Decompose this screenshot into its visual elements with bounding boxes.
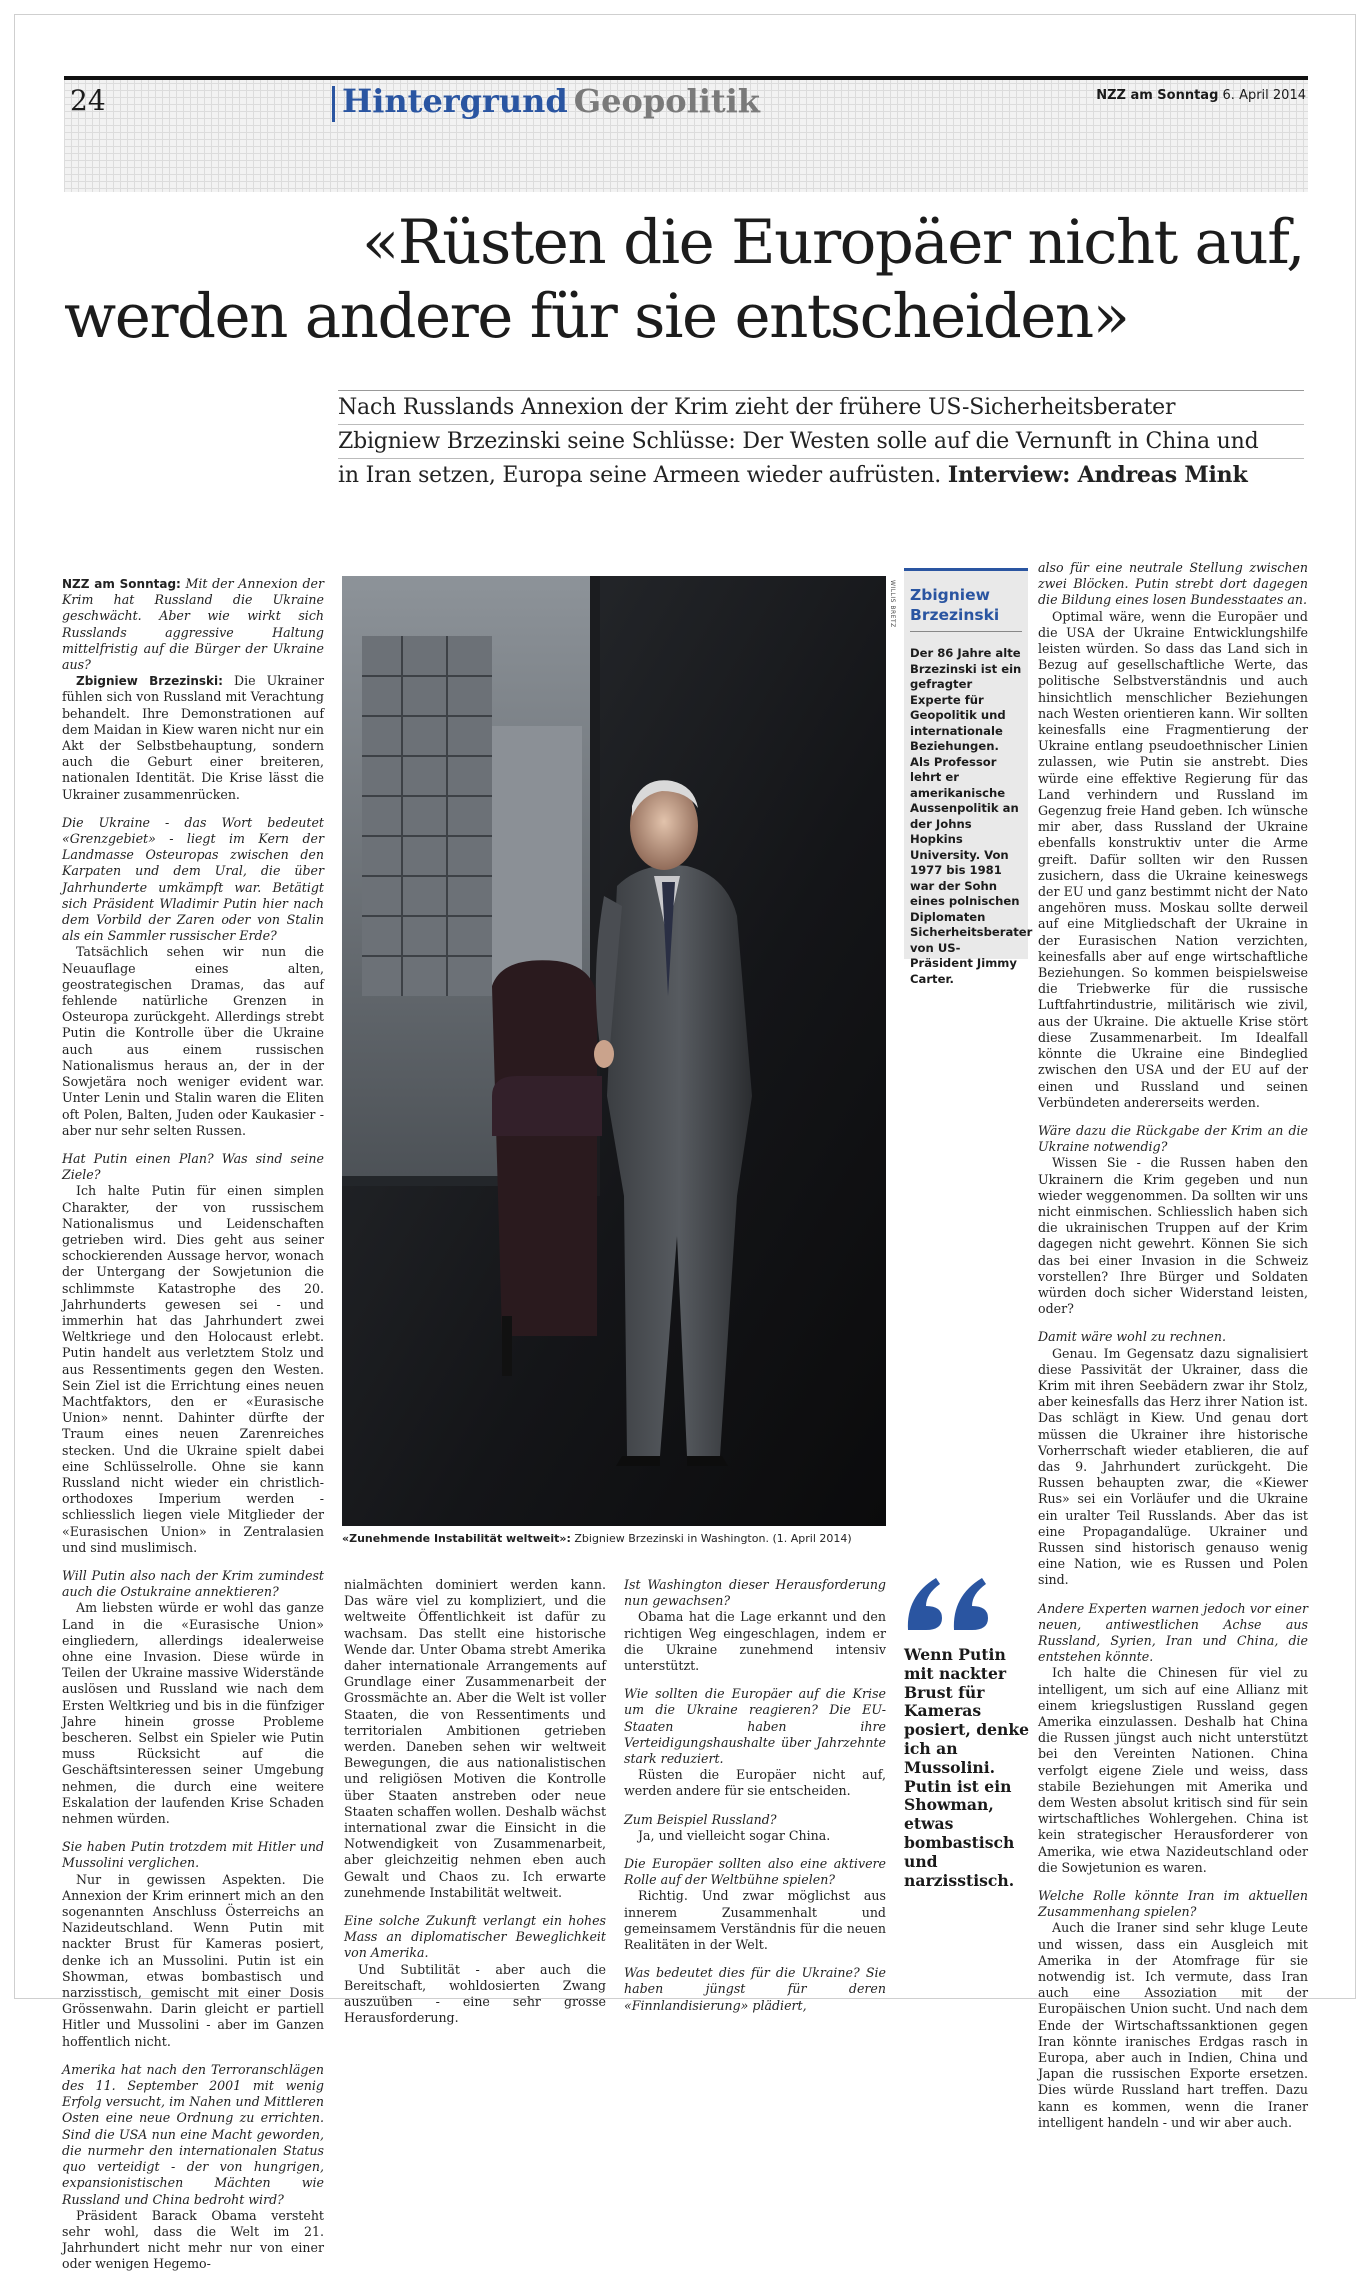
bio-text: Der 86 Jahre alte Brzezinski ist ein gefragter Experte für Geopolitik und internationale Beziehungen. Als Professor lehrt er amerikanische Aussenpolitik an der Johns Hopkins University. Von 1977 bis 1981 war der Sohn eines polnischen Diplomaten Sicherheitsberater von US-Präsident Jimmy Carter. [910, 646, 1033, 986]
section-title [342, 82, 760, 120]
answer: Rüsten die Europäer nicht auf, werden andere für sie entscheiden. [624, 1767, 886, 1799]
answer: Tatsächlich sehen wir nun die Neuauflage eines alten, geostrategischen Dramas, das auf fehlende natürliche Grenzen in Osteuropa zurückgeht. Allerdings strebt Putin die Kontrolle über die Ukraine auch aus einem russischen Nationalismus heraus an, der in der Sowjetära noch weniger evident war. Unter Lenin und Stalin waren die Eliten oft Polen, Balten, Juden oder Kaukasier - aber nur sehr selten Russen. [62, 944, 324, 1138]
dek-line-3-text: in Iran setzen, Europa seine Armeen wieder aufrüsten. [338, 463, 942, 488]
answer: Richtig. Und zwar möglichst aus innerem Zusammenhalt und gemeinsamem Verständnis für die neuen Realitäten in der Welt. [624, 1888, 886, 1953]
answer: Auch die Iraner sind sehr kluge Leute und wissen, dass ein Ausgleich mit Amerika in der Atomfrage für sie notwendig ist. Ich vermute, dass Iran auch eine Assoziation mit der Europäischen Union sucht. Und nach dem Ende der Wirtschaftssanktionen gegen Iran könnte iranisches Erdgas rasch in Europa, aber auch in Indien, China und Japan die russischen Exporte ersetzen. Dies würde Russland hart treffen. Dazu kann es kommen, wenn die Iraner intelligent handeln - und wir aber auch. [1038, 1920, 1308, 2130]
answer: Ja, und vielleicht sogar China. [638, 1827, 831, 1843]
quote-mark-icon [904, 1576, 994, 1632]
question: Wie sollten die Europäer auf die Krise um die Ukraine reagieren? Die EU-Staaten haben ihre Verteidigungshaushalte über Jahrzehnte stark reduziert. [624, 1686, 886, 1767]
qa-block [62, 576, 324, 803]
byline: Interview: Andreas Mink [947, 462, 1248, 488]
speaker-label: Zbigniew Brzezinski: [76, 674, 223, 689]
question: Die Europäer sollten also eine aktivere Rolle auf der Weltbühne spielen? [624, 1856, 886, 1888]
subsection-name: Geopolitik [573, 82, 760, 120]
question: Ist Washington dieser Herausforderung nun gewachsen? [624, 1577, 886, 1609]
article-column-2 [344, 1577, 606, 2038]
photo-credit-text: WILLIS BRETZ [889, 580, 896, 628]
bio-box [904, 568, 1033, 986]
issue-date: 6. April 2014 [1222, 88, 1306, 103]
question: also für eine neutrale Stellung zwischen zwei Blöcken. Putin strebt dort dagegen die Bildung eines losen Bundesstaates an. [1038, 560, 1308, 608]
answer: Obama hat die Lage erkannt und den richtigen Weg eingeschlagen, indem er die Ukraine zunehmend intensiv unterstützt. [624, 1609, 886, 1674]
dek-line-2: Zbigniew Brzezinski seine Schlüsse: Der Westen solle auf die Vernunft in China und [338, 425, 1304, 459]
answer: nialmächten dominiert werden kann. Das wäre viel zu kompliziert, und die weltweite Öffentlichkeit ist dafür zu wachsam. Das stellt eine historische Wende dar. Unter Obama strebt Amerika daher internationale Arrangements auf Grundlage einer Zusammenarbeit der Grossmächte an. Aber die Welt ist voller Staaten, die von Ressentiments und territorialen Ambitionen getrieben werden. Daneben sehen wir weltweit Bewegungen, die aus nationalistischen und religiösen Motiven die Kontrolle über Staaten anstreben oder neue Staaten schaffen wollen. Deshalb wächst international zwar die Einsicht in die Notwendigkeit von Zusammenarbeit, aber gleichzeitig nehmen eben auch Gewalt und Chaos zu. Ich erwarte zunehmende Instabilität weltweit. [344, 1577, 606, 1900]
headline-line-1: «Rüsten die Europäer nicht auf, [361, 207, 1304, 278]
qa-block [624, 1856, 886, 1953]
headline-line-2: werden andere für sie entscheiden» [64, 281, 1129, 352]
qa-block [62, 1568, 324, 1827]
qa-block [624, 1812, 886, 1844]
pull-quote [904, 1576, 1036, 1890]
question: Will Putin also nach der Krim zumindest auch die Ostukraine annektieren? [62, 1567, 324, 1600]
speaker-label: NZZ am Sonntag: [62, 577, 181, 591]
answer: Präsident Barack Obama versteht sehr wohl, dass die Welt im 21. Jahrhundert nicht mehr nur von einer oder wenigen Hegemo- [62, 2207, 324, 2272]
section-bar [332, 86, 335, 122]
answer: Ich halte Putin für einen simplen Charakter, der von russischem Nationalismus und Leidenschaften getrieben wird. Dies geht aus seiner schockierenden Aussage hervor, wonach der Untergang der Sowjetunion die schlimmste Katastrophe des 20. Jahrhunderts gewesen sei - und immerhin hat das Jahrhundert zwei Weltkriege und den Holocaust erlebt. Putin handelt aus verletztem Stolz und aus Ressentiments gegen den Westen. Sein Ziel ist die Errichtung eines neuen Machtfaktors, den er «Eurasische Union» nennt. Dahinter dürfte der Traum eines neuen Zarenreiches stecken. Und die Ukraine spielt dabei eine Schlüsselrolle. Ohne sie kann Russland nicht wieder ein christlich-orthodoxes Imperium werden - schliesslich liegen viele Mitglieder der «Eurasischen Union» in Zentralasien und sind muslimisch. [62, 1183, 324, 1555]
pull-quote-text: Wenn Putin mit nackter Brust für Kameras posiert, denke ich an Mussolini. Putin ist ein Showman, etwas bombastisch und narzisstisch. [904, 1645, 1030, 1890]
answer [62, 673, 324, 803]
answer: Und Subtilität - aber auch die Bereitschaft, wohldosierten Zwang auszuüben - eine sehr grosse Herausforderung. [344, 1961, 606, 2026]
lead-paragraph [338, 390, 1304, 492]
answer: Optimal wäre, wenn die Europäer und die USA der Ukraine Entwicklungshilfe leisten würden. So dass das Land sich in Bezug auf gesellschaftliche Werte, das politische Selbstverständnis und auch hinsichtlich menschlicher Beziehungen nach Westen orientieren kann. Wir sollten keinesfalls eine Fragmentierung der Ukraine entlang pseudoethnischer Linien zulassen, wie Putin sie anstrebt. Dies würde eine effektive Regierung für das Land verhindern und Russland im Gegenzug freie Hand geben. Ich wünsche mir aber, dass Russland der Ukraine ebenfalls konstruktiv unter die Arme greift. Dafür sollten wir den Russen zusichern, dass die Ukraine keineswegs der EU und ganz bestimmt nicht der Nato angehören muss. Moskau sollte derweil auf eine Mitgliedschaft der Ukraine in der Eurasischen Nation verzichten, keinesfalls aber auf enge wirtschaftliche Beziehungen. So kommen beispielsweise die Triebwerke für die russische Luftfahrtindustrie, militärisch wie zivil, aus der Ukraine. Die aktuelle Krise stört diese Zusammenarbeit. Im Idealfall könnte die Ukraine eine Bindeglied zwischen den USA und der EU auf der einen und Russland und seinen Verbündeten andererseits werden. [1038, 608, 1308, 1110]
qa-block [1038, 1329, 1308, 1588]
headline [64, 206, 1304, 354]
article-column-3 [624, 1577, 886, 2026]
qa-block [1038, 560, 1308, 1111]
qa-block [1038, 1123, 1308, 1317]
page-header [64, 76, 1308, 192]
question: Eine solche Zukunft verlangt ein hohes Mass an diplomatischer Beweglichkeit von Amerika. [344, 1913, 606, 1961]
publication-date [1096, 88, 1306, 103]
bio-name: Zbigniew Brzezinski [910, 571, 1022, 632]
caption-text: Zbigniew Brzezinski in Washington. (1. April 2014) [574, 1532, 852, 1545]
question: Andere Experten warnen jedoch vor einer neuen, antiwestlichen Achse aus Russland, Syrien, Iran und China, die entstehen könnte. [1038, 1600, 1308, 1665]
question: Zum Beispiel Russland? [624, 1811, 777, 1827]
answer-text: Die Ukrainer fühlen sich von Russland mit Verachtung behandelt. Ihre Demonstrationen auf dem Maidan in Kiew waren nicht nur ein Akt der Selbstbehauptung, sondern auch die Geburt einer breiteren, nationalen Identität. Die Krise lässt die Ukrainer zusammenrücken. [62, 673, 324, 802]
qa-block [624, 1686, 886, 1799]
photo-credit [884, 580, 896, 640]
section-name: Hintergrund [342, 82, 568, 120]
portrait-photo [342, 576, 886, 1526]
qa-block [624, 1577, 886, 1674]
qa-block [62, 815, 324, 1139]
question: Sie haben Putin trotzdem mit Hitler und Mussolini verglichen. [62, 1839, 324, 1871]
page-number: 24 [70, 84, 106, 117]
question: Was bedeutet dies für die Ukraine? Sie haben jüngst für deren «Finnlandisierung» plädiert, [624, 1965, 886, 2013]
question [62, 576, 324, 673]
question: Welche Rolle könnte Iran im aktuellen Zusammenhang spielen? [1038, 1888, 1308, 1920]
qa-block [344, 1913, 606, 2026]
answer: Ich halte die Chinesen für viel zu intelligent, um sich auf eine Allianz mit einem kriegslustigen Russland gegen Amerika einzulassen. Deshalb hat China die Russen jüngst auch nicht unterstützt bei den Vereinten Nationen. China verfolgt eigene Ziele und weiss, dass stabile Beziehungen mit Amerika und dem Westen absolut kritisch sind für sein wirtschaftliches Wohlergehen. China ist kein strategischer Herausforderer von Amerika, wie etwa Nazideutschland oder die Sowjetunion es waren. [1038, 1665, 1308, 1875]
qa-block [1038, 1888, 1308, 2131]
article-column-4 [1038, 560, 1308, 2143]
caption-bold: «Zunehmende Instabilität weltweit»: [342, 1532, 571, 1545]
publication-name: NZZ am Sonntag [1096, 88, 1219, 103]
dek-line-3 [338, 459, 1304, 492]
qa-block [1038, 1601, 1308, 1876]
question: Amerika hat nach den Terroranschlägen des 11. September 2001 mit wenig Erfolg versucht, im Nahen und Mittleren Osten eine neue Ordnung zu errichten. Sind die USA nun eine Macht geworden, die nurmehr den internationalen Status quo verteidigt - der von hungrigen, expansionistischen Mächten wie Russland und China bedroht wird? [62, 2061, 324, 2207]
qa-block [62, 2062, 324, 2273]
qa-block [624, 1965, 886, 2014]
header-rule [64, 76, 1308, 80]
question: Wäre dazu die Rückgabe der Krim an die Ukraine notwendig? [1038, 1122, 1308, 1155]
answer: Wissen Sie - die Russen haben den Ukrainern die Krim gegeben und nun wieder weggenommen. Da sollten wir uns nicht einmischen. Schliesslich haben sich die ukrainischen Truppen auf der Krim dagegen nicht gewehrt. Können Sie sich das bei einer Invasion in die Schweiz vorstellen? Ihre Bürger und Soldaten würden doch sicher Widerstand leisten, oder? [1038, 1155, 1308, 1317]
question: Die Ukraine - das Wort bedeutet «Grenzgebiet» - liegt im Kern der Landmasse Osteuropas zwischen den Karpaten und dem Ural, die über Jahrhunderte umkämpft war. Betätigt sich Präsident Wladimir Putin hier nach dem Vorbild der Zaren oder von Stalin als ein Sammler russischer Erde? [62, 814, 324, 944]
portrait-illustration [342, 576, 886, 1526]
question: Damit wäre wohl zu rechnen. [1038, 1329, 1226, 1345]
answer: Am liebsten würde er wohl das ganze Land in die «Eurasische Union» eingliedern, allerdings idealerweise ohne eine Invasion. Diese würde in Teilen der Ukraine massive Widerstände auslösen und Russland wie nach dem Ersten Weltkrieg und bis in die fünfziger Jahre hinein grosse Probleme bescheren. Selbst ein Spieler wie Putin muss Rücksicht auf die Geschäftsinteressen seiner Umgebung nehmen, die durch eine weitere Eskalation der laufenden Krise Schaden nehmen würden. [62, 1600, 324, 1827]
qa-block [62, 1151, 324, 1556]
question-text: Mit der Annexion der Krim hat Russland die Ukraine geschwächt. Aber wie wirkt sich Russlands aggressive Haltung mittelfristig auf die Bürger der Ukraine aus? [62, 576, 324, 673]
answer: Nur in gewissen Aspekten. Die Annexion der Krim erinnert mich an den sogenannten Anschluss Österreichs an Nazideutschland. Wenn Putin mit nackter Brust für Kameras posiert, denke ich an Mussolini. Putin ist ein Showman, etwas bombastisch und narzisstisch, gemischt mit einer Dosis Grössenwahn. Darin gleicht er partiell Hitler und Mussolini - aber im Ganzen hoffentlich nicht. [62, 1871, 324, 2049]
dek-line-1: Nach Russlands Annexion der Krim zieht der frühere US-Sicherheitsberater [338, 391, 1304, 425]
photo-caption [342, 1532, 902, 1545]
qa-block [62, 1839, 324, 2050]
answer: Genau. Im Gegensatz dazu signalisiert diese Passivität der Ukrainer, dass die Krim mit ihren Seebädern zwar ihr Stolz, aber keinesfalls das Herz ihrer Nation ist. Das schlägt in Kiew. Und genau dort müssen die Ukrainer ihre historische Vorherrschaft wieder etablieren, die auf das 9. Jahrhundert zurückgeht. Die Russen behaupten zwar, die «Kiewer Rus» sei ein Vorläufer und die Ukraine ein uralter Teil Russlands. Aber das ist eine Propagandalüge. Ukrainer und Russen sind historisch genauso wenig eine Nation, wie es Russen und Polen sind. [1038, 1345, 1308, 1588]
qa-block [344, 1577, 606, 1901]
question: Hat Putin einen Plan? Was sind seine Ziele? [62, 1150, 324, 1183]
article-column-1 [62, 576, 324, 2285]
